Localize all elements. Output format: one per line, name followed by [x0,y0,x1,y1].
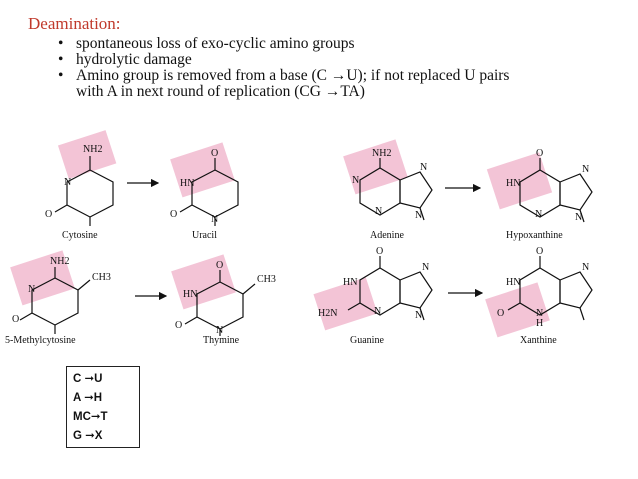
nitrogen-label: N [211,214,219,225]
bullet-text-continued: with A in next round of replication (CG →TA) [76,83,365,100]
oxygen-label: O [175,320,183,331]
hn-label: HN [506,277,521,288]
thymine-caption: Thymine [203,335,240,346]
cytosine-caption: Cytosine [62,230,98,241]
oxygen-label: O [536,246,544,257]
oxygen-label: O [170,209,178,220]
oxygen-label: O [497,308,505,319]
hn-label: HN [506,178,521,189]
nitrogen-label: N [28,284,36,295]
legend-row: C ➞U [73,373,103,385]
bullet-item: • spontaneous loss of exo-cyclic amino groups [58,36,509,52]
oxygen-label: O [216,260,224,271]
methyl-label: CH3 [257,274,276,285]
adenine-structure [343,139,432,241]
cytosine-structure [45,130,116,241]
uracil-structure [170,142,238,241]
nitrogen-label: N [415,210,423,221]
hypoxanthine-caption: Hypoxanthine [506,230,563,241]
hypoxanthine-structure [487,148,592,241]
oxygen-label: O [12,314,20,325]
oxygen-label: O [45,209,53,220]
bullet-item: • hydrolytic damage [58,52,509,68]
adenine-caption: Adenine [370,230,404,241]
nitrogen-label: N [374,306,382,317]
nitrogen-label: N [582,164,590,175]
legend-row: MC➞T [73,411,108,423]
guanine-caption: Guanine [350,335,384,346]
slide-title: Deamination: [28,14,121,33]
nitrogen-label: N [352,175,360,186]
nitrogen-label: N [536,308,544,319]
amino-label: H2N [318,308,338,319]
amino-label: NH2 [50,256,70,267]
nitrogen-label: N [422,262,430,273]
nitrogen-label: N [415,310,423,321]
guanine-structure [313,246,432,346]
legend-row: G ➞X [73,430,103,442]
oxygen-label: O [211,148,219,159]
nitrogen-label: N [64,177,72,188]
nitrogen-label: N [375,206,383,217]
hn-label: HN [183,289,198,300]
nitrogen-label: N [420,162,428,173]
oxygen-label: O [376,246,384,257]
methylcytosine-structure [5,250,111,346]
nitrogen-label: N [535,209,543,220]
amino-label: NH2 [83,144,103,155]
hn-label: HN [343,277,358,288]
nitrogen-label: N [575,212,583,223]
uracil-caption: Uracil [192,230,217,241]
xanthine-caption: Xanthine [520,335,557,346]
amino-label: NH2 [372,148,392,159]
nitrogen-label: N [216,325,224,336]
thymine-structure [171,254,276,346]
oxygen-label: O [536,148,544,159]
hn-label: HN [180,178,195,189]
methyl-label: CH3 [92,272,111,283]
bullet-text: Amino group is removed from a base (C →U); if not replaced U pairs [76,67,510,84]
legend-row: A ➞H [73,392,103,404]
nitrogen-label: N [582,262,590,273]
xanthine-structure [485,246,592,346]
hydrogen-label: H [536,318,544,329]
methylcytosine-caption: 5-Methylcytosine [5,335,76,346]
conversion-legend [66,366,140,448]
